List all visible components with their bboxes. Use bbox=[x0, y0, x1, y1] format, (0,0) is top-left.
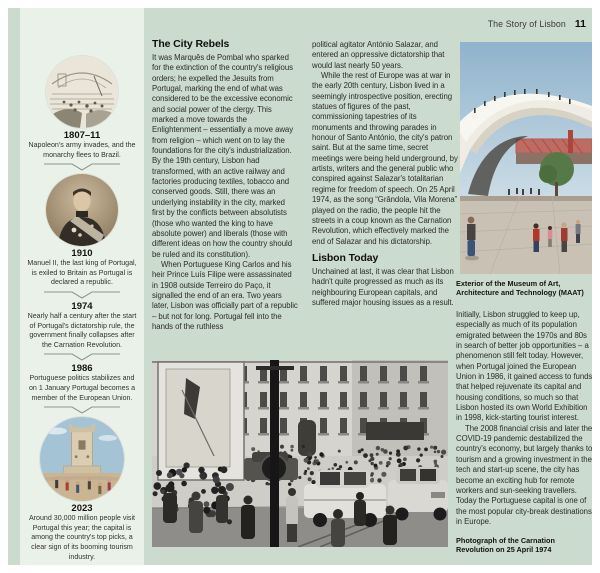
paragraph: political agitator António Salazar, and entered an oppressive dictatorship that would last nearly 50 years. bbox=[312, 40, 445, 70]
timeline-year: 1986 bbox=[71, 363, 93, 375]
chevron-down-icon bbox=[44, 406, 120, 414]
chevron-down-icon bbox=[44, 353, 120, 361]
running-header bbox=[488, 18, 586, 30]
paragraph: Unchained at last, it was clear that Lisbon hadn't quite progressed as much as its neighbouring European capitals, and suffered major housing issues as a result. bbox=[312, 266, 454, 307]
paragraph: It was Marquês de Pombal who sparked for the extinction of the country's religious orders; he expelled the Jesuits from Portugal, marking the end of what was considered to be the excessive economic and social power of the clergy. This marked a move towards the Enlightenment – essentially a move away from religion – which went on to lay the foundations for the city's industrialization. By the 19th century, Lisbon had transformed, with an active railway and factories producing textiles, tobacco and conserved goods. Still, there was an underlying instability in the city, marked first by the conflicts between absolutists (those who wanted the king to have absolute power) and liberals (those with different ideas on how the country should be ruled and its constitution). bbox=[152, 53, 294, 259]
timeline-year: 2023 bbox=[71, 503, 93, 515]
maat-caption: Exterior of the Museum of Art, Architecture and Technology (MAAT) bbox=[456, 279, 584, 298]
page-number: 11 bbox=[574, 18, 586, 30]
timeline-caption: Portuguese politics stabilizes and on 1 January Portugal becomes a member of the European Union. bbox=[28, 374, 136, 402]
article-column-2 bbox=[312, 40, 458, 308]
timeline-year: 1807–11 bbox=[63, 130, 101, 141]
timeline-caption: Manuel II, the last king of Portugal, is exiled to Britain as Portugal is declared a republic. bbox=[27, 259, 137, 287]
chevron-down-icon bbox=[44, 163, 120, 171]
section-title: The Story of Lisbon bbox=[487, 19, 566, 29]
paragraph: The 2008 financial crisis and later the COVID-19 pandemic destabilized the country's economy, but largely thanks to tourism and a growing investment in the tech and start-up scene, the city has become an exciting hub for remote workers and sun-seeking travellers. Today the Portuguese capital is one of the most popular city-break destinations in Europe. bbox=[456, 423, 593, 526]
timeline-sidebar bbox=[20, 8, 144, 565]
timeline-caption: Nearly half a century after the start of Portugal's dictatorship rule, the government finally collapses after the Carnation Revolution. bbox=[27, 311, 137, 349]
section-heading-lisbon-today: Lisbon Today bbox=[312, 251, 379, 264]
carnation-caption: Photograph of the Carnation Revolution on 25 April 1974 bbox=[456, 536, 555, 555]
section-heading-city-rebels: The City Rebels bbox=[152, 38, 230, 50]
carnation-photo bbox=[152, 360, 448, 547]
timeline-caption: Around 30,000 million people visit Portugal this year; the capital is among the country's top picks, a clear sign of its booming tourism industry. bbox=[28, 514, 136, 561]
article-column-1 bbox=[152, 38, 298, 332]
timeline-year: 1974 bbox=[71, 300, 93, 312]
belem-tower-image bbox=[40, 417, 124, 501]
chevron-down-icon bbox=[44, 291, 120, 299]
maat-photo bbox=[460, 42, 592, 274]
napoleon-invasion-image bbox=[46, 56, 118, 128]
paragraph: While the rest of Europe was at war in the early 20th century, Lisbon lived in a seemingly introspective position, erecting statues of figures of the past, commissioning tapestries of its monuments and throwing parades in honour of Santo António, the city's patron saint. But at the same time, secret meetings were being held underground, by artists, writers and the general public who conspired against Salazar's totalitarian regime for freedom of speech. On 25 April 1974, as the song “Grândola, Vila Morena” played on the radio, the people hit the streets in a coup known as the Carnation Revolution, which effectively marked the end of Salazar and his dictatorship. bbox=[312, 71, 458, 246]
manuel-ii-image bbox=[46, 174, 118, 246]
timeline-year: 1910 bbox=[71, 248, 93, 260]
article-column-3 bbox=[456, 310, 593, 527]
timeline-caption: Napoleon's army invades, and the monarchy flees to Brazil. bbox=[28, 141, 136, 159]
paragraph: Initially, Lisbon struggled to keep up, especially as much of its population emigrated between the 1970s and 80s in search of better job opportunities – a phenomenon still felt today. However, when Portugal joined the European Union in 1986, it gained access to funds that helped rejuvenate its capital and housing conditions, so much so that Lisbon hosted its own World Exhibition in 1998, kick-starting tourist interest. bbox=[456, 310, 593, 423]
paragraph: When Portuguese King Carlos and his heir Prince Luís Filipe were assassinated in 1908 outside Terreiro do Paço, it signalled the end of an era. Two years later, Lisbon was officially part of a republic – but not for long. Portugal fell into the hands of the ruthless bbox=[152, 259, 298, 331]
